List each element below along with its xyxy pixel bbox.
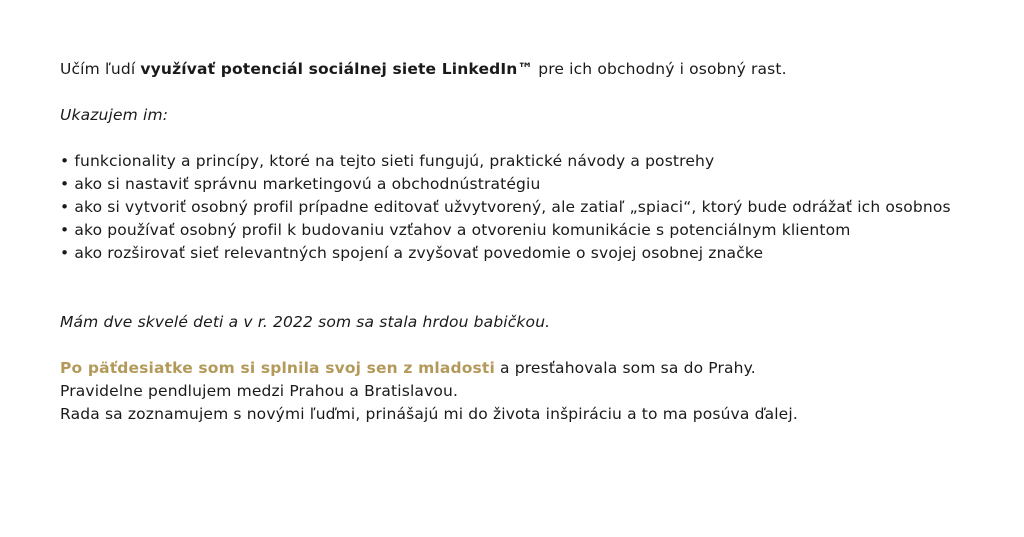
bullet-list (60, 150, 1024, 265)
intro-paragraph (60, 58, 1024, 81)
bullet-item: • ako si nastaviť správnu marketingovú a obchodnústratégiu (60, 175, 541, 193)
family-note: Mám dve skvelé deti a v r. 2022 som sa stala hrdou babičkou. (60, 313, 551, 331)
intro-prefix: Učím ľudí (60, 60, 141, 78)
intro-bold-phrase: využívať potenciál sociálnej siete LinkedIn™ (140, 60, 534, 78)
intro-suffix: pre ich obchodný i osobný rast. (533, 60, 787, 78)
move-paragraph (60, 357, 1024, 380)
closing-line: Rada sa zoznamujem s novými ľuďmi, prinášajú mi do života inšpiráciu a to ma posúva ďalej. (60, 405, 798, 423)
bullet-item: • ako používať osobný profil k budovaniu vzťahov a otvoreniu komunikácie s potenciálnym klientom (60, 221, 851, 239)
bullet-item: • ako si vytvoriť osobný profil prípadne editovať užvytvorený, ale zatiaľ „spiaci“, ktorý bude odrážať ich osobnos (60, 198, 951, 216)
move-rest: a presťahovala som sa do Prahy. (494, 359, 756, 377)
bio-text-block (60, 58, 1024, 426)
move-highlight: Po päťdesiatke som si splnila svoj sen z mladosti (60, 359, 495, 377)
commute-line: Pravidelne pendlujem medzi Prahou a Bratislavou. (60, 382, 459, 400)
show-heading: Ukazujem im: (60, 106, 169, 124)
bullet-item: • funkcionality a princípy, ktoré na tejto sieti fungujú, praktické návody a postrehy (60, 152, 715, 170)
bullet-item: • ako rozširovať sieť relevantných spojení a zvyšovať povedomie o svojej osobnej značke (60, 244, 764, 262)
